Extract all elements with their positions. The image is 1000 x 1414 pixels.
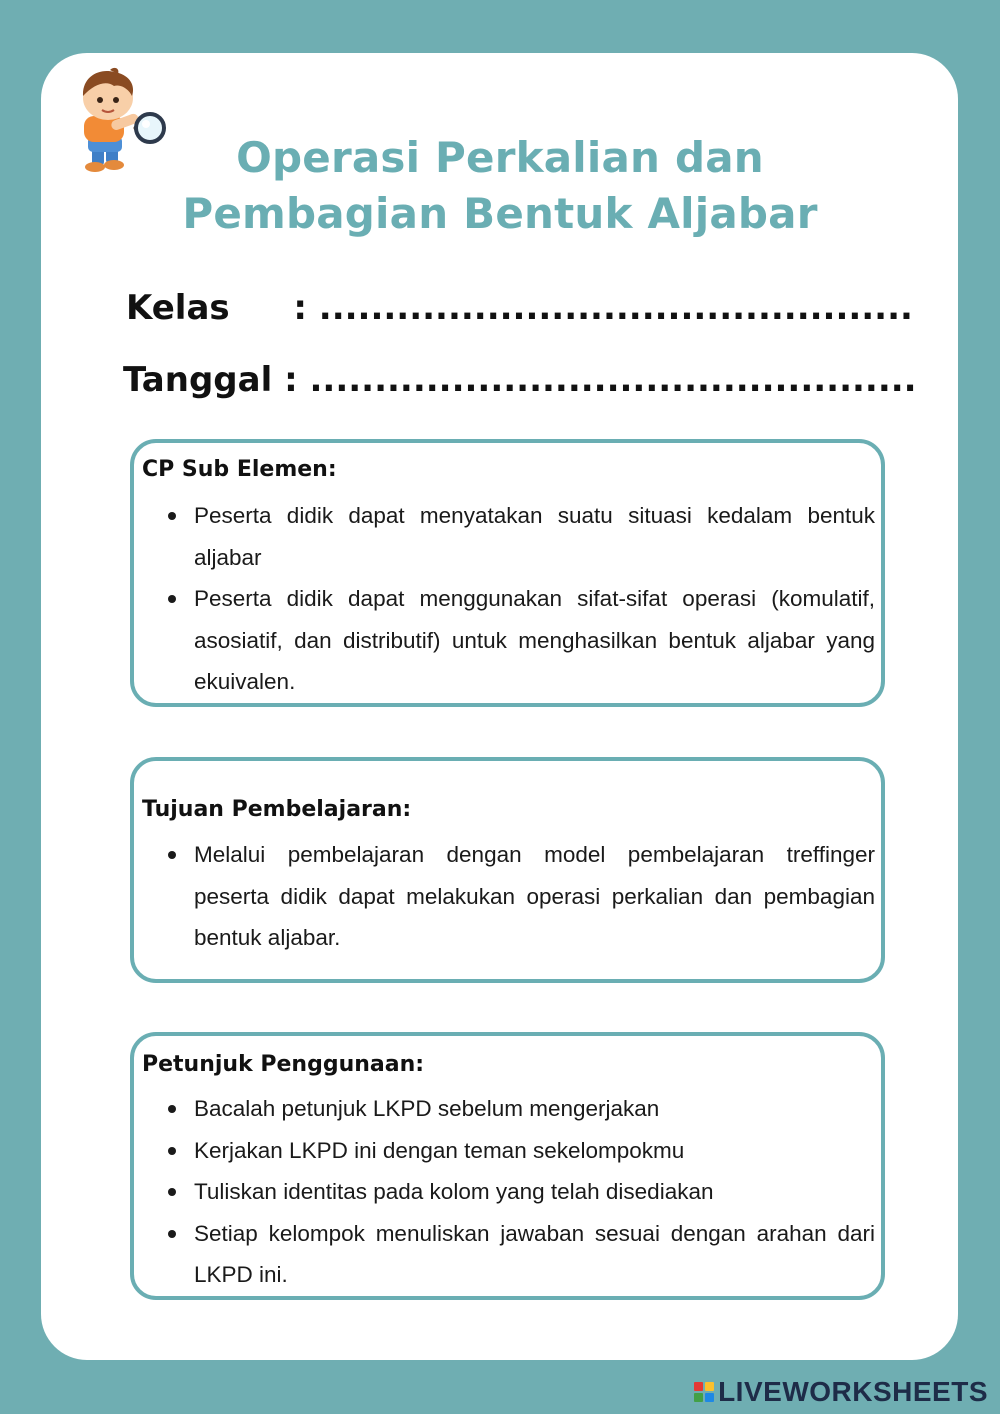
list-item: Setiap kelompok menuliskan jawaban sesuai dengan arahan dari LKPD ini. [134,1213,881,1296]
cp-list [134,495,881,703]
cp-heading: CP Sub Elemen: [142,457,337,482]
petunjuk-penggunaan-box [130,1032,885,1300]
liveworksheets-brand[interactable] [694,1376,988,1408]
list-item: Peserta didik dapat menyatakan suatu situasi kedalam bentuk aljabar [134,495,881,578]
tujuan-list [134,834,881,959]
cp-sub-elemen-box [130,439,885,707]
list-item: Bacalah petunjuk LKPD sebelum mengerjakan [134,1088,881,1130]
list-item: Tuliskan identitas pada kolom yang telah disediakan [134,1171,881,1213]
tanggal-label: Tanggal : [123,360,298,400]
kelas-colon: : [293,288,307,328]
kelas-input-line[interactable]: .............................................. [318,288,913,328]
title-line-1: Operasi Perkalian dan [236,133,764,182]
tujuan-heading: Tujuan Pembelajaran: [142,797,412,822]
kelas-label: Kelas [126,288,230,328]
list-item: Peserta didik dapat menggunakan sifat-sifat operasi (komulatif, asosiatif, dan distributif) untuk menghasilkan bentuk aljabar yang ekuivalen. [134,578,881,703]
tanggal-input-line[interactable]: ............................................... [309,360,917,400]
tujuan-pembelajaran-box [130,757,885,983]
petunjuk-heading: Petunjuk Penggunaan: [142,1052,425,1077]
list-item: Melalui pembelajaran dengan model pembelajaran treffinger peserta didik dapat melakukan operasi perkalian dan pembagian bentuk aljabar. [134,834,881,959]
brand-name: LIVEWORKSHEETS [718,1376,988,1407]
liveworksheets-logo-icon [694,1382,714,1402]
title-line-2: Pembagian Bentuk Aljabar [182,189,818,238]
worksheet-title [100,130,900,242]
tanggal-field [123,360,917,400]
kelas-field [126,288,913,328]
list-item: Kerjakan LKPD ini dengan teman sekelompokmu [134,1130,881,1172]
petunjuk-list [134,1088,881,1296]
